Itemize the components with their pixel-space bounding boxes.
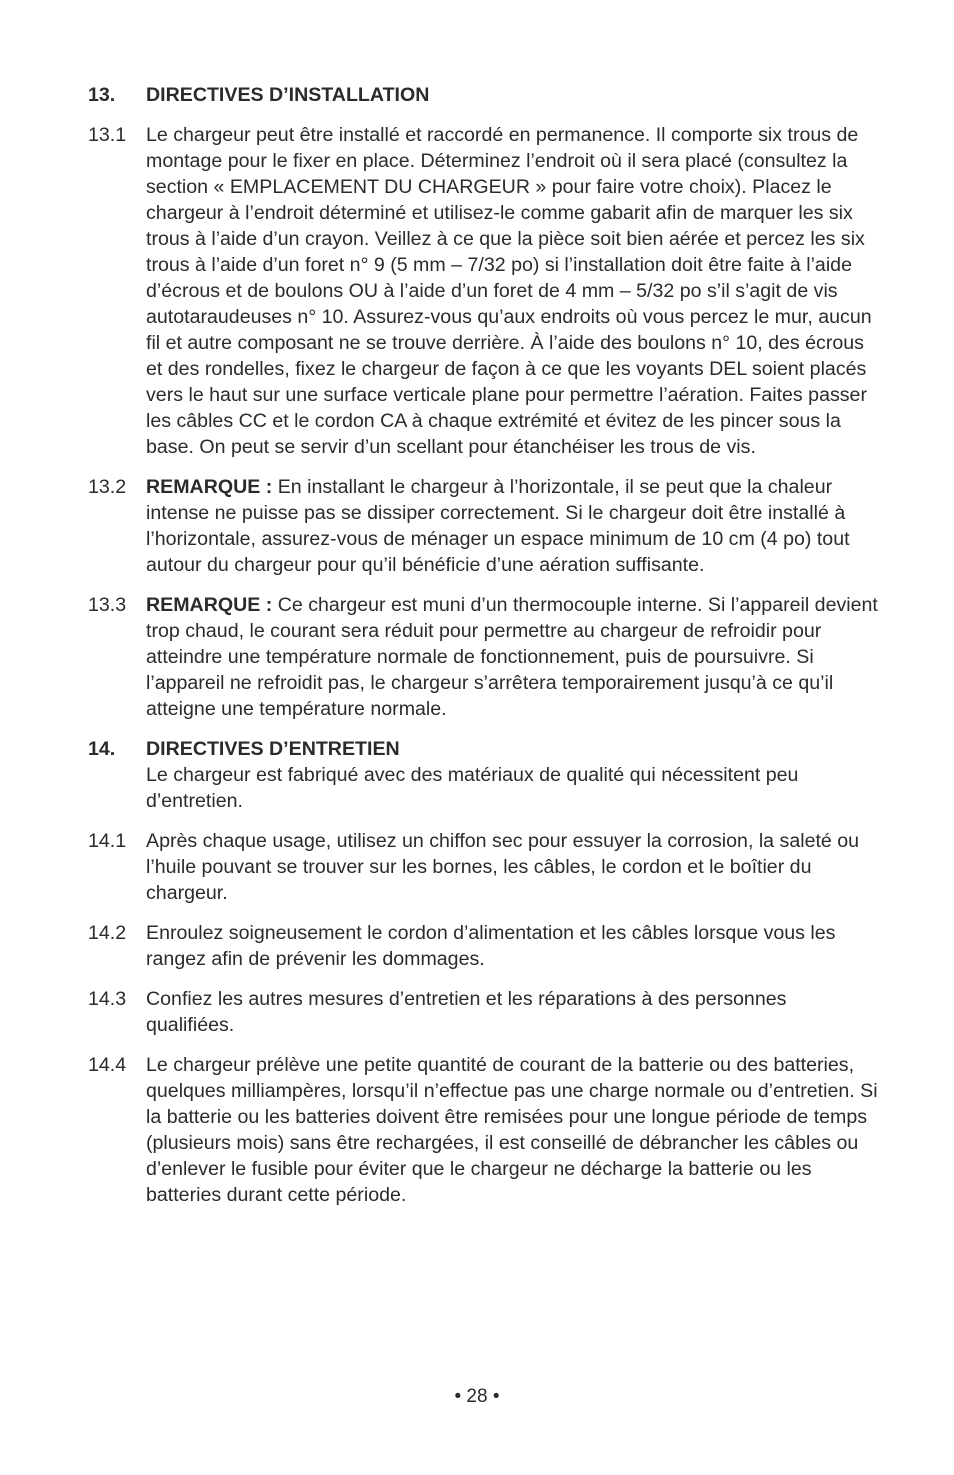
item-number: 13.1: [88, 124, 127, 146]
item-number: 14.1: [88, 830, 127, 852]
section-title: DIRECTIVES D’ENTRETIEN: [146, 738, 400, 760]
section-body: [146, 736, 878, 814]
item-text: Après chaque usage, utilisez un chiffon sec pour essuyer la corrosion, la saleté ou l’huile pouvant se trouver sur les bornes, les câbles, le cordon et le boîtier du chargeur.: [146, 830, 860, 904]
note-label: REMARQUE :: [146, 476, 273, 498]
item-text: Enroulez soigneusement le cordon d’alimentation et les câbles lorsque vous les rangez afin de prévenir les dommages.: [146, 922, 836, 970]
list-item-14-2: [88, 920, 878, 972]
item-text: Confiez les autres mesures d’entretien et les réparations à des personnes qualifiées.: [146, 988, 787, 1036]
list-item-14-3: [88, 986, 878, 1038]
item-text: En installant le chargeur à l’horizontale, il se peut que la chaleur intense ne puisse pas se dissiper correctement. Si le chargeur doit être installé à l’horizontale, assurez-vous de ménager un espace minimum de 10 cm (4 po) tout autour du chargeur pour qu’il bénéficie d’une aération suffisante.: [146, 476, 850, 576]
section-title: DIRECTIVES D’INSTALLATION: [146, 84, 430, 106]
list-item-13-3: [88, 592, 878, 722]
page-content: [88, 82, 878, 1222]
item-number: 14.2: [88, 922, 127, 944]
list-item-13-1: [88, 122, 878, 460]
item-number: 13.3: [88, 594, 127, 616]
item-number: 13.2: [88, 476, 127, 498]
section-heading-13: [88, 82, 878, 108]
section-number: 14.: [88, 738, 116, 760]
item-text: Le chargeur prélève une petite quantité de courant de la batterie ou des batteries, quelques milliampères, lorsqu’il n’effectue pas une charge normale ou d’entretien. Si la batterie ou les batteries doivent être remisées pour une longue période de temps (plusieurs mois) sans être rechargées, il est conseillé de débrancher les câbles ou d’enlever le fusible pour éviter que le chargeur ne décharge la batterie ou les batteries durant cette période.: [146, 1054, 878, 1206]
item-number: 14.3: [88, 988, 127, 1010]
page-number: • 28 •: [454, 1386, 500, 1407]
note-label: REMARQUE :: [146, 594, 273, 616]
item-number: 14.4: [88, 1054, 127, 1076]
item-text: Ce chargeur est muni d’un thermocouple interne. Si l’appareil devient trop chaud, le courant sera réduit pour permettre au chargeur de refroidir pour atteindre une température normale de fonctionnement, puis de poursuivre. Si l’appareil ne refroidit pas, le chargeur s’arrêtera temporairement jusqu’à ce qu’il atteigne une température normale.: [146, 594, 878, 720]
item-body: [146, 592, 878, 722]
section-intro: Le chargeur est fabriqué avec des matériaux de qualité qui nécessitent peu d’entretien.: [146, 764, 799, 812]
item-text: Le chargeur peut être installé et raccordé en permanence. Il comporte six trous de montage pour le fixer en place. Déterminez l’endroit où il sera placé (consultez la section « EMPLACEMENT DU CHARGEUR » pour faire votre choix). Placez le chargeur à l’endroit déterminé et utilisez-le comme gabarit afin de marquer les six trous à l’aide d’un crayon. Veillez à ce que la pièce soit bien aérée et percez les six trous à l’aide d’un foret n° 9 (5 mm – 7/32 po) si l’installation doit être faite à l’aide d’écrous et de boulons OU à l’aide d’un foret de 4 mm – 5/32 po s’il s’agit de vis autotaraudeuses n° 10. Assurez-vous qu’aux endroits où vous percez le mur, aucun fil et autre composant ne se trouve derrière. À l’aide des boulons n° 10, des écrous et des rondelles, fixez le chargeur de façon à ce que les voyants DEL soient placés vers le haut sur une surface verticale plane pour permettre l’aération. Faites passer les câbles CC et le cordon CA à chaque extrémité et évitez de les pincer sous la base. On peut se servir d’un scellant pour étanchéiser les trous de vis.: [146, 124, 872, 458]
list-item-14-4: [88, 1052, 878, 1208]
item-body: [146, 474, 878, 578]
list-item-14-1: [88, 828, 878, 906]
section-heading-14: [88, 736, 878, 814]
list-item-13-2: [88, 474, 878, 578]
section-number: 13.: [88, 84, 116, 106]
